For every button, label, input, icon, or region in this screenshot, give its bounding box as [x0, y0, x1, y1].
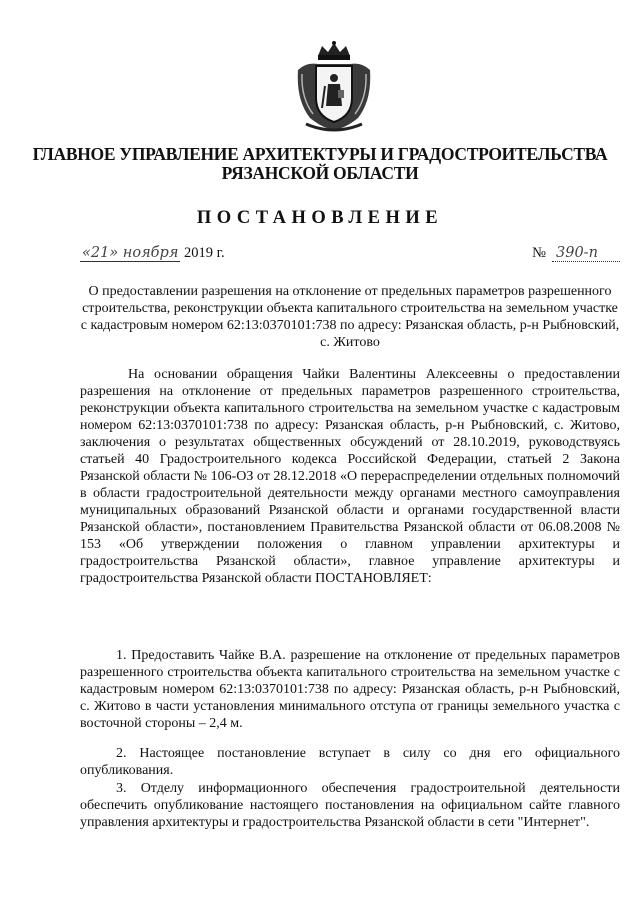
date-year: 2019 г.: [184, 245, 225, 261]
resolution-item-3: 3. Отделу информационного обеспечения градостроительной деятельности обеспечить опубликование настоящего постановления на официальном сайте главного управления архитектуры и градостроительства Рязанской области в сети "Интернет".: [80, 781, 620, 830]
coat-of-arms-emblem: [292, 40, 376, 132]
organization-title-line1: ГЛАВНОЕ УПРАВЛЕНИЕ АРХИТЕКТУРЫ И ГРАДОСТРОИТЕЛЬСТВА: [32, 144, 608, 164]
document-number: [532, 245, 620, 262]
document-subject: О предоставлении разрешения на отклонение от предельных параметров разрешенного строительства, реконструкции объекта капитального строительства на земельном участке с кадастровым номером 62:13:0370101:738 по адресу: Рязанская область, р-н Рыбновский, с. Житово: [80, 284, 620, 350]
preamble-paragraph: На основании обращения Чайки Валентины Алексеевны о предоставлении разрешения на отклонение от предельных параметров разрешенного строительства, реконструкции объекта капитального строительства на земельном участке с кадастровым номером 62:13:0370101:738 по адресу: Рязанская область, р-н Рыбновский, с. Житово, заключения о результатах общественных обсуждений от 28.10.2019, руководствуясь статьей 40 Градостроительного кодекса Российской Федерации, статьей 2 Закона Рязанской области № 106-ОЗ от 28.12.2018 «О перераспределении отдельных полномочий в области градостроительной деятельности между органами местного самоуправления муниципальных образований Рязанской области и органами государственной власти Рязанской области», постановлением Правительства Рязанской области от 06.08.2008 № 153 «Об утверждении положения о главном управлении архитектуры и градостроительства Рязанской области», главное управление архитектуры и градостроительства Рязанской области ПОСТАНОВЛЯЕТ:: [80, 367, 620, 586]
resolution-item-1: 1. Предоставить Чайке В.А. разрешение на отклонение от предельных параметров разрешенного строительства объекта капитального строительства на земельном участке с кадастровым номером 62:13:0370101:738 по адресу: Рязанская область, р-н Рыбновский, с. Житово в части установления минимального отступа от границы земельного участка с восточной стороны – 2,4 м.: [80, 648, 620, 731]
handwritten-date: «21» ноября: [82, 245, 179, 261]
handwritten-number: 390-п: [552, 245, 620, 262]
document-date: [80, 245, 225, 262]
date-number-row: [80, 245, 620, 267]
resolution-item-2: 2. Настоящее постановление вступает в силу со дня его официального опубликования.: [80, 746, 620, 778]
organization-title-line2: РЯЗАНСКОЙ ОБЛАСТИ: [221, 163, 419, 183]
document-type: ПОСТАНОВЛЕНИЕ: [196, 208, 444, 228]
number-prefix: №: [532, 245, 546, 261]
